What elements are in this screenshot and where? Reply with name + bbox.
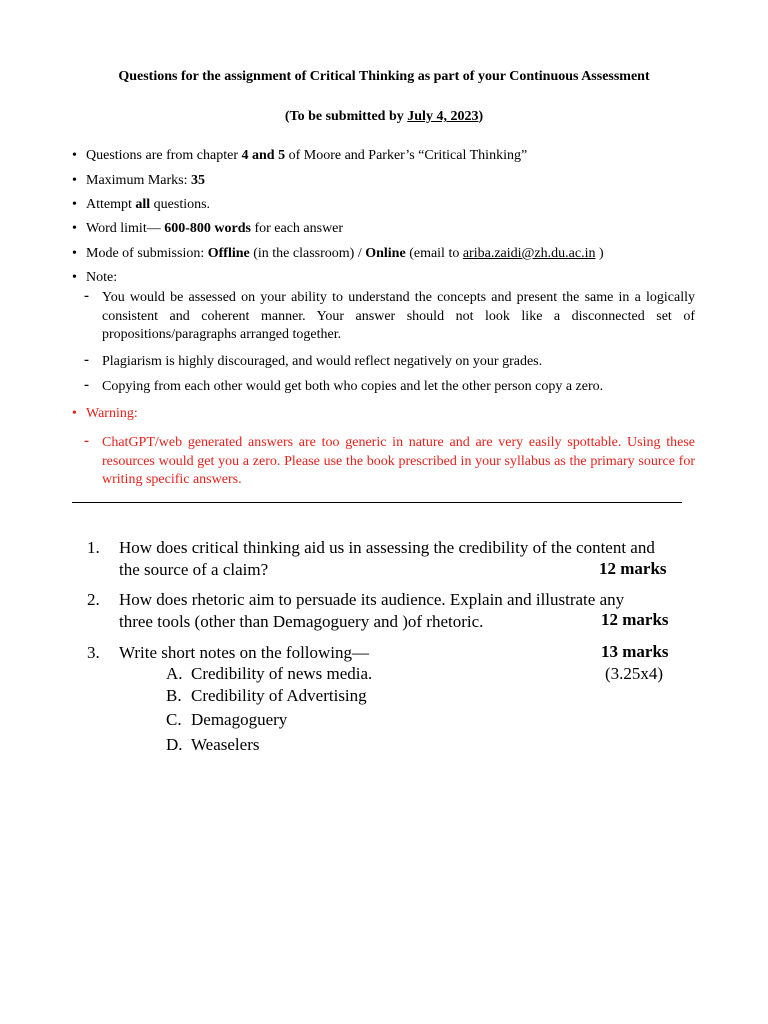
word-limit-suffix: for each answer — [250, 221, 344, 236]
section-divider — [72, 502, 682, 503]
note-text: Copying from each other would get both who copies and let the other person copy a zero. — [102, 379, 604, 394]
option-text: Credibility of Advertising — [191, 686, 367, 705]
max-marks-value: 35 — [191, 173, 205, 188]
note-item — [84, 352, 695, 372]
mode-email-prefix: (email to — [405, 246, 463, 261]
attempt-text: Attempt — [86, 197, 136, 212]
warning-text: ChatGPT/web generated answers are too generic in nature and are very easily spottable. Using these resources would get you a zero. Please use the book prescribed in your syllabus as the primary source for writing specific answers. — [102, 435, 695, 487]
note-label: Note: — [86, 270, 118, 285]
deadline-prefix: (To be submitted by — [284, 109, 408, 124]
warning-item — [84, 433, 695, 490]
dash-icon: - — [84, 377, 89, 393]
deadline-date: July 4, 2023 — [407, 109, 479, 124]
note-text: You would be assessed on your ability to understand the concepts and present the same in a logically consistent and coherent manner. Your answer should not look like a disconnected set of propositions/paragraphs arranged together. — [102, 290, 695, 342]
attempt-all: all — [135, 197, 151, 212]
chapters-book: of Moore and Parker’s “Critical Thinking” — [285, 148, 528, 163]
marks-breakdown: (3.25x4) — [605, 664, 664, 683]
warning-label: Warning: — [86, 406, 138, 421]
mode-classroom: (in the classroom) / — [249, 246, 366, 261]
deadline-suffix: ) — [478, 109, 484, 124]
option-letter: D. — [166, 735, 183, 754]
option-text: Weaselers — [191, 735, 260, 754]
question-line: How does rhetoric aim to persuade its audience. Explain and illustrate any — [119, 590, 625, 609]
dash-icon: - — [84, 352, 89, 368]
note-text: Plagiarism is highly discouraged, and would reflect negatively on your grades. — [102, 354, 543, 369]
page-title: Questions for the assignment of Critical Thinking as part of your Continuous Assessment — [118, 69, 650, 84]
bullet-icon: • — [72, 221, 77, 236]
chapters-text: Questions are from chapter — [86, 148, 242, 163]
question-number: 2. — [87, 590, 100, 609]
dash-icon: - — [84, 433, 89, 449]
question-line: Write short notes on the following— — [119, 643, 370, 662]
option-letter: B. — [166, 686, 182, 705]
option-text: Credibility of news media. — [191, 664, 373, 683]
chapters-numbers: 4 and 5 — [241, 148, 286, 163]
word-limit-value: 600-800 words — [164, 221, 251, 236]
option-item — [166, 735, 259, 755]
option-letter: C. — [166, 710, 182, 729]
question-marks: 12 marks — [599, 559, 667, 578]
option-item — [166, 686, 367, 706]
option-text: Demagoguery — [191, 710, 288, 729]
question-line: three tools (other than Demagoguery and )of rhetoric. — [119, 612, 484, 631]
dash-icon: - — [84, 288, 89, 304]
question-line: the source of a claim? — [119, 560, 269, 579]
submission-deadline — [0, 109, 768, 125]
option-item — [166, 710, 287, 730]
note-item — [84, 288, 695, 345]
bullet-icon: • — [72, 197, 77, 212]
option-letter: A. — [166, 664, 183, 683]
bullet-icon: • — [72, 173, 77, 188]
word-limit-label: Word limit— — [86, 221, 165, 236]
mode-label: Mode of submission: — [86, 246, 208, 261]
mode-offline: Offline — [207, 246, 250, 261]
bullet-icon: • — [72, 148, 77, 163]
option-item — [166, 664, 372, 684]
note-item — [84, 377, 695, 397]
question-number: 3. — [87, 643, 100, 662]
mode-online: Online — [365, 246, 406, 261]
max-marks-label: Maximum Marks: — [86, 173, 191, 188]
question-marks: 13 marks — [601, 642, 669, 661]
email-link[interactable]: ariba.zaidi@zh.du.ac.in — [462, 246, 596, 261]
question-marks: 12 marks — [601, 610, 669, 629]
bullet-icon: • — [72, 406, 77, 421]
bullet-icon: • — [72, 246, 77, 261]
bullet-icon: • — [72, 270, 77, 285]
mode-email-suffix: ) — [595, 246, 604, 261]
attempt-questions: questions. — [150, 197, 211, 212]
question-line: How does critical thinking aid us in assessing the credibility of the content and — [119, 538, 655, 557]
question-number: 1. — [87, 538, 100, 557]
